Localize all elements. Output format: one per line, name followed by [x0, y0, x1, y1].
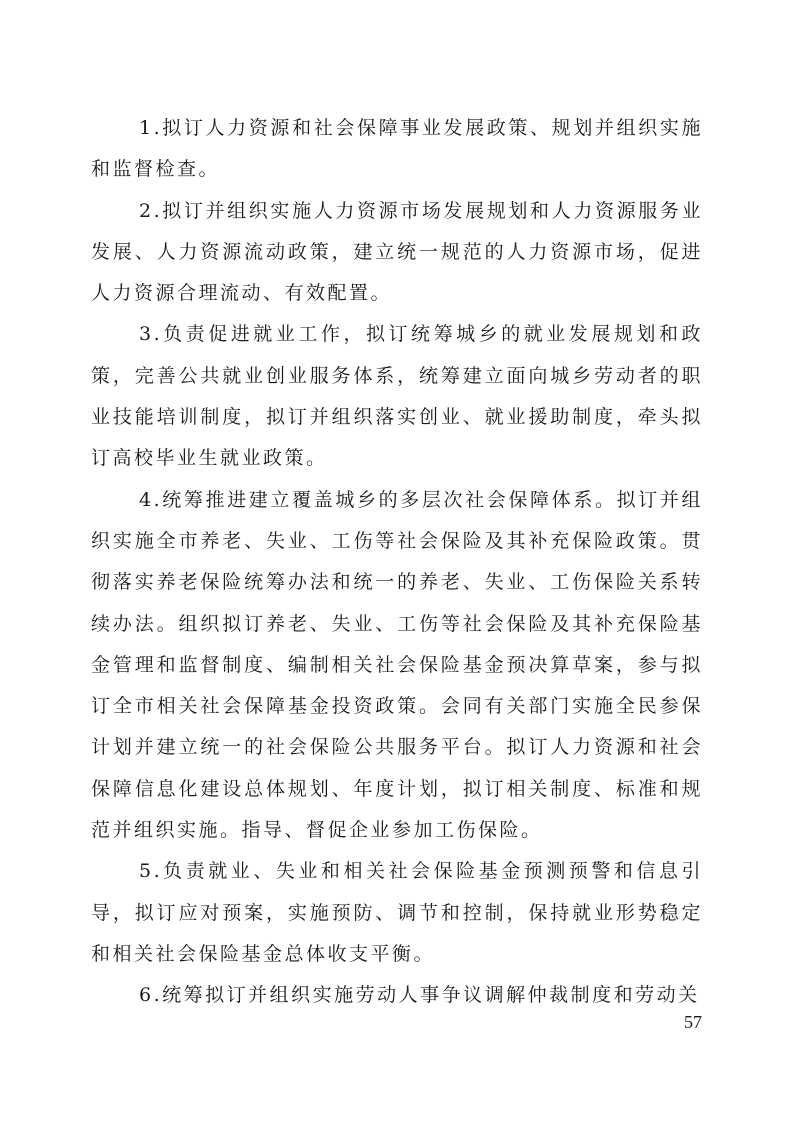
paragraph-4: 4.统筹推进建立覆盖城乡的多层次社会保障体系。拟订并组织实施全市养老、失业、工伤等社会保险及其补充保险政策。贯彻落实养老保险统筹办法和统一的养老、失业、工伤保险关系转续办法。组织拟订养老、失业、工伤等社会保险及其补充保险基金管理和监督制度、编制相关社会保险基金预决算草案，参与拟订全市相关社会保障基金投资政策。会同有关部门实施全民参保计划并建立统一的社会保险公共服务平台。拟订人力资源和社会保障信息化建设总体规划、年度计划，拟订相关制度、标准和规范并组织实施。指导、督促企业参加工伤保险。 — [91, 488, 703, 842]
document-body — [91, 108, 703, 1017]
paragraph-1: 1.拟订人力资源和社会保障事业发展政策、规划并组织实施和监督检查。 — [91, 117, 703, 181]
paragraph-5: 5.负责就业、失业和相关社会保险基金预测预警和信息引导，拟订应对预案，实施预防、调节和控制，保持就业形势稳定和相关社会保险基金总体收支平衡。 — [91, 860, 703, 965]
page-number: 57 — [684, 1012, 702, 1032]
paragraph-3: 3.负责促进就业工作，拟订统筹城乡的就业发展规划和政策，完善公共就业创业服务体系，统筹建立面向城乡劳动者的职业技能培训制度，拟订并组织落实创业、就业援助制度，牵头拟订高校毕业生就业政策。 — [91, 323, 703, 470]
paragraph-6: 6.统筹拟订并组织实施劳动人事争议调解仲裁制度和劳动关 — [139, 984, 700, 1007]
paragraph-2: 2.拟订并组织实施人力资源市场发展规划和人力资源服务业发展、人力资源流动政策，建立统一规范的人力资源市场，促进人力资源合理流动、有效配置。 — [91, 199, 703, 305]
